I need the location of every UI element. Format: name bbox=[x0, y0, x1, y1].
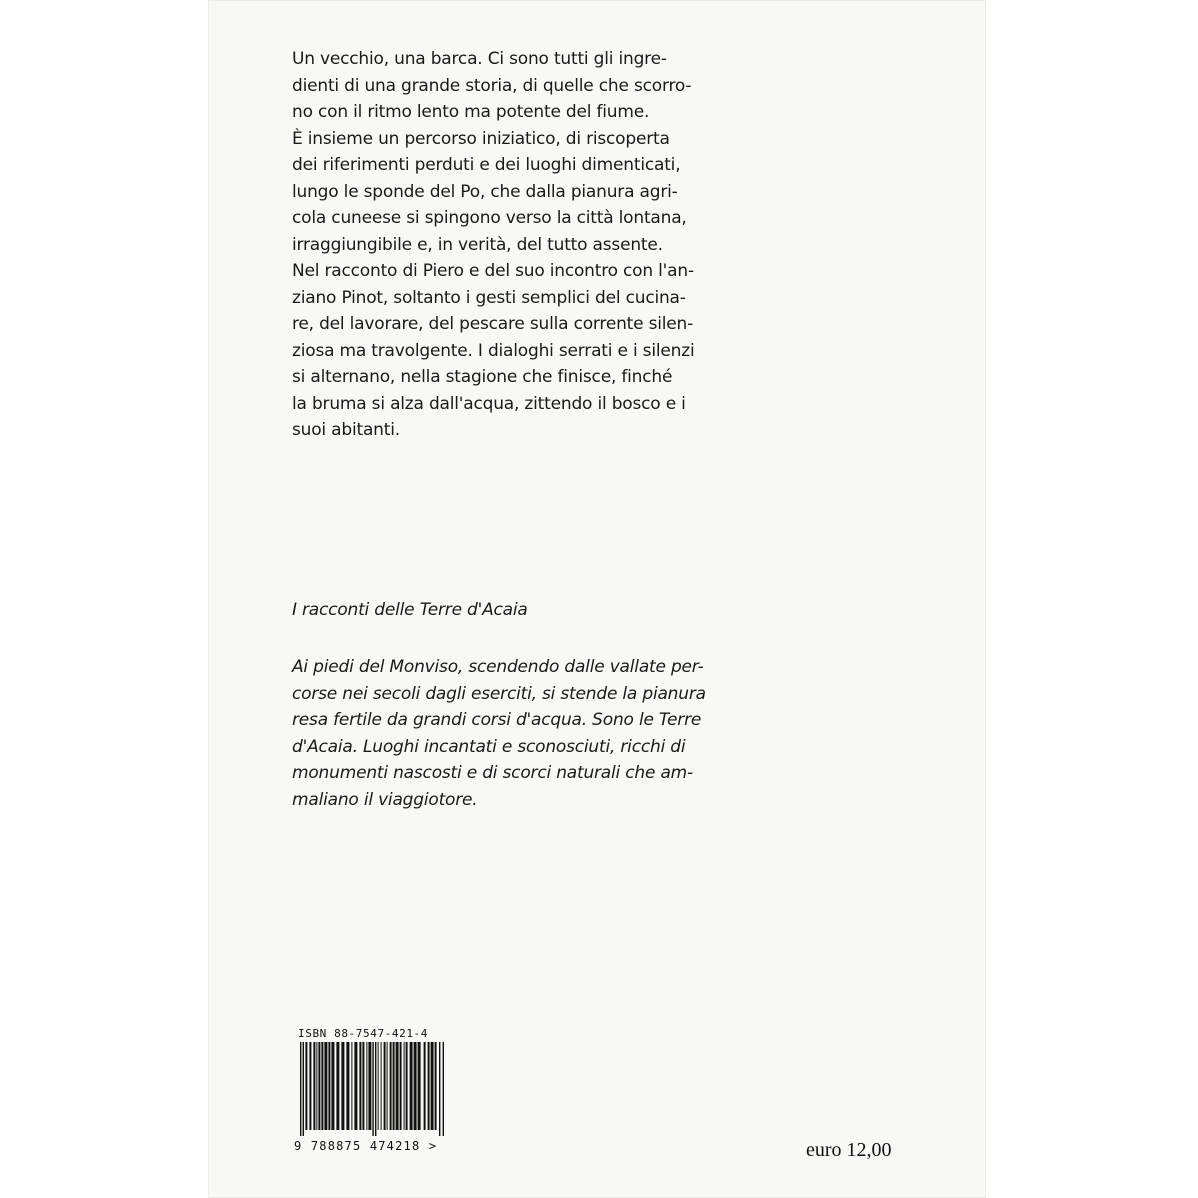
barcode-bar bbox=[328, 1042, 330, 1130]
barcode-bar bbox=[366, 1042, 367, 1130]
blurb-line: suoi abitanti. bbox=[292, 420, 400, 440]
barcode-bar bbox=[378, 1042, 379, 1130]
series-line: Ai piedi del Monviso, scendendo dalle vallate per- bbox=[292, 657, 704, 677]
blurb-line: Un vecchio, una barca. Ci sono tutti gli ingre- bbox=[292, 49, 667, 69]
barcode-bar bbox=[324, 1042, 327, 1130]
barcode-bar bbox=[372, 1042, 373, 1136]
barcode-bar bbox=[331, 1042, 334, 1130]
blurb-line: lungo le sponde del Po, che dalla pianura agri- bbox=[292, 181, 678, 202]
barcode-bar bbox=[359, 1042, 361, 1130]
barcode-bar bbox=[384, 1042, 386, 1130]
blurb-line: si alternano, nella stagione che finisce, finché bbox=[292, 367, 673, 387]
barcode-bar bbox=[336, 1042, 339, 1130]
series-title: I racconti delle Terre d'Acaia bbox=[292, 600, 528, 620]
barcode-bar bbox=[316, 1042, 317, 1130]
series-line: corse nei secoli dagli eserciti, si stende la pianura bbox=[292, 683, 706, 704]
barcode-bar bbox=[439, 1042, 440, 1136]
blurb-line: dei riferimenti perduti e dei luoghi dimenticati, bbox=[292, 155, 681, 175]
barcode-bar bbox=[305, 1042, 307, 1130]
barcode-bar bbox=[375, 1042, 376, 1136]
blurb-line: dienti di una grande storia, di quelle che scorro- bbox=[292, 75, 692, 96]
blurb-line: re, del lavorare, del pescare sulla corrente silen- bbox=[292, 314, 694, 334]
blurb-line: È insieme un percorso iniziatico, di riscoperta bbox=[292, 128, 670, 149]
blurb-line: la bruma si alza dall'acqua, zittendo il bosco e i bbox=[292, 393, 686, 414]
barcode-bar bbox=[318, 1042, 320, 1130]
barcode-bar bbox=[424, 1042, 426, 1130]
blurb-line: no con il ritmo lento ma potente del fiume. bbox=[292, 102, 650, 122]
barcode-bar bbox=[387, 1042, 388, 1130]
barcode-bar bbox=[309, 1042, 311, 1130]
barcode-bar bbox=[431, 1042, 434, 1130]
series-description bbox=[292, 654, 706, 813]
barcode-bar bbox=[346, 1042, 349, 1130]
barcode-bar bbox=[300, 1042, 301, 1136]
barcode-bar bbox=[362, 1042, 364, 1130]
barcode-bar bbox=[303, 1042, 304, 1136]
barcode-bar bbox=[390, 1042, 392, 1130]
barcode-bar bbox=[313, 1042, 315, 1130]
barcode-bar bbox=[404, 1042, 405, 1130]
barcode-bar bbox=[393, 1042, 395, 1130]
barcode-bar bbox=[351, 1042, 352, 1130]
barcode-bar bbox=[414, 1042, 417, 1130]
blurb-line: ziano Pinot, soltanto i gesti semplici del cucina- bbox=[292, 287, 686, 308]
barcode-bar bbox=[410, 1042, 413, 1130]
blurb-line: Nel racconto di Piero e del suo incontro con l'an- bbox=[292, 261, 694, 281]
blurb-line: ziosa ma travolgente. I dialoghi serrati e i silenzi bbox=[292, 340, 695, 361]
barcode-bar bbox=[321, 1042, 323, 1130]
price-label: euro 12,00 bbox=[806, 1139, 892, 1161]
barcode-icon bbox=[300, 1042, 445, 1136]
barcode-bar bbox=[400, 1042, 402, 1130]
series-line: maliano il viaggiotore. bbox=[292, 789, 478, 810]
barcode-bar bbox=[381, 1042, 382, 1130]
barcode-bar bbox=[354, 1042, 357, 1130]
blurb-line: irraggiungibile e, in verità, del tutto assente. bbox=[292, 234, 663, 255]
barcode-bar bbox=[406, 1042, 408, 1130]
blurb-text bbox=[292, 46, 694, 444]
series-line: monumenti nascosti e di scorci naturali che am- bbox=[292, 763, 693, 783]
barcode-bar bbox=[435, 1042, 437, 1130]
blurb-line: cola cuneese si spingono verso la città lontana, bbox=[292, 208, 687, 228]
isbn-label: ISBN 88-7547-421-4 bbox=[298, 1027, 429, 1040]
barcode-bar bbox=[341, 1042, 344, 1130]
barcode-bar bbox=[443, 1042, 444, 1136]
barcode-bar bbox=[418, 1042, 421, 1130]
barcode-bar bbox=[396, 1042, 399, 1130]
barcode-bar bbox=[428, 1042, 430, 1130]
barcode-bar bbox=[368, 1042, 371, 1130]
series-line: d'Acaia. Luoghi incantati e sconosciuti, ricchi di bbox=[292, 736, 686, 757]
barcode-digits: 9 788875 474218 > bbox=[294, 1139, 438, 1153]
series-line: resa fertile da grandi corsi d'acqua. Sono le Terre bbox=[292, 710, 702, 730]
